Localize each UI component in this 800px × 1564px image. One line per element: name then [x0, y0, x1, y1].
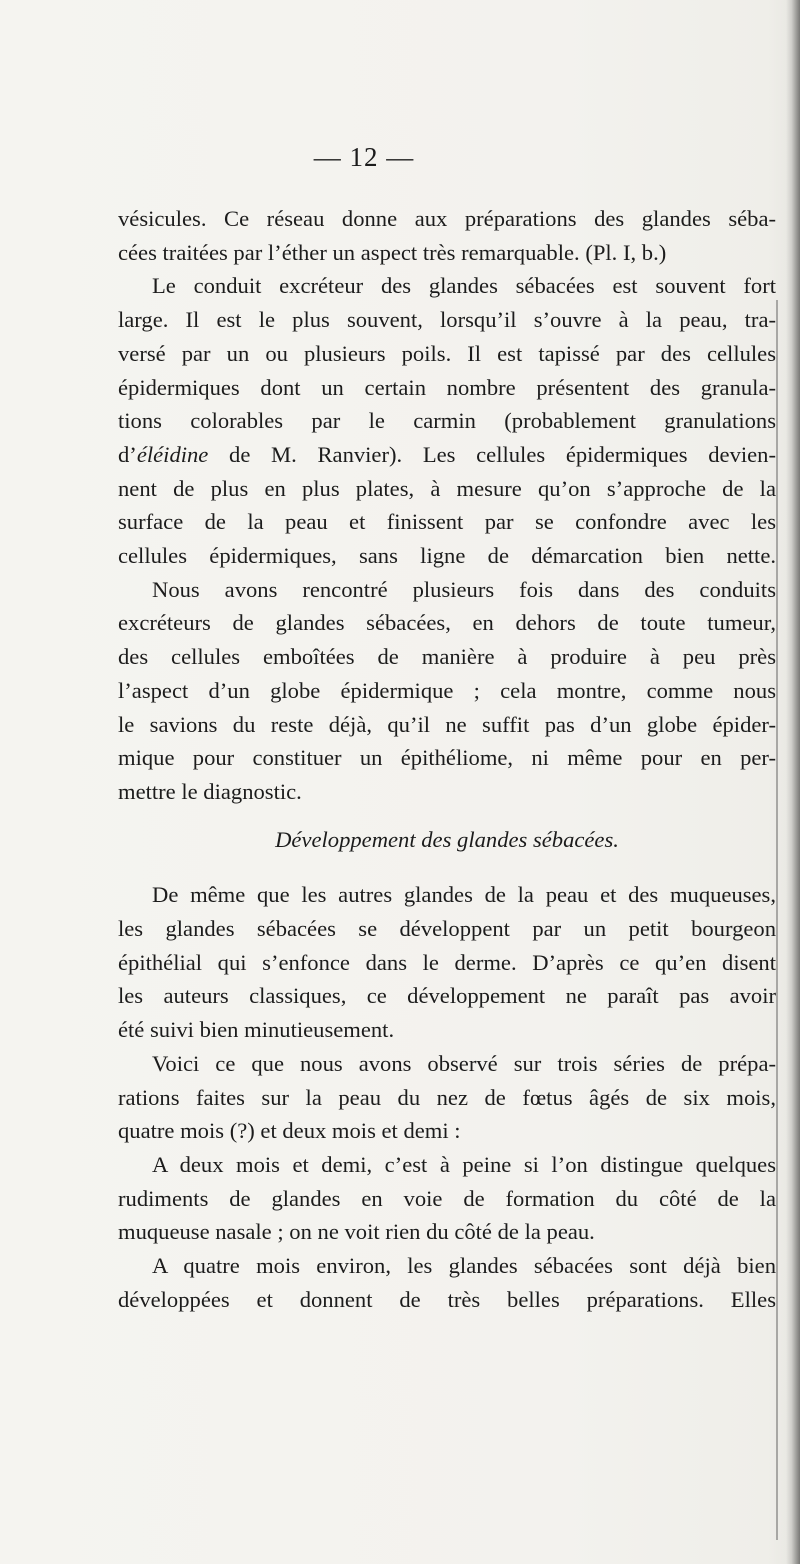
text-line: versé par un ou plusieurs poils. Il est tapissé par des cellules — [118, 340, 776, 366]
text-line: Nous avons rencontré plusieurs fois dans des conduits — [152, 576, 776, 602]
binding-shadow — [786, 0, 800, 1564]
text-line: cellules épidermiques, sans ligne de démarcation bien nette. — [118, 543, 776, 569]
text-line: des cellules emboîtées de manière à produire à peu près — [118, 644, 776, 670]
text-line: mique pour constituer un épithéliome, ni même pour en per- — [118, 745, 776, 771]
text-line-eleidine — [118, 438, 776, 472]
binding-line — [776, 300, 778, 1540]
text-line: les glandes sébacées se développent par un petit bourgeon — [118, 916, 776, 942]
text-line: surface de la peau et finissent par se confondre avec les — [118, 509, 776, 535]
text-line: Voici ce que nous avons observé sur trois séries de prépa- — [152, 1050, 776, 1076]
text-fragment: d’ — [118, 441, 137, 467]
text-line: épithélial qui s’enfonce dans le derme. D’après ce qu’en disent — [118, 949, 776, 975]
text-line: A quatre mois environ, les glandes sébacées sont déjà bien — [152, 1253, 776, 1279]
text-line: Le conduit excréteur des glandes sébacées est souvent fort — [152, 273, 776, 299]
text-line: les auteurs classiques, ce développement ne paraît pas avoir — [118, 983, 776, 1009]
text-line: épidermiques dont un certain nombre présentent des granula- — [118, 374, 776, 400]
text-fragment: de M. Ranvier). Les cellules épidermiques devien- — [208, 441, 776, 467]
text-line: été suivi bien minutieusement. — [118, 1017, 395, 1043]
section-heading: Développement des glandes sébacées. — [275, 826, 619, 852]
text-line: le savions du reste déjà, qu’il ne suffit pas d’un globe épider- — [118, 711, 776, 737]
text-line: De même que les autres glandes de la peau et des muqueuses, — [152, 882, 776, 908]
text-line: mettre le diagnostic. — [118, 778, 302, 804]
page-number: — 12 — — [313, 142, 415, 172]
body-text — [118, 202, 776, 1317]
text-line: développées et donnent de très belles préparations. Elles — [118, 1286, 776, 1312]
term-eleidine: éléidine — [136, 441, 209, 467]
text-line: large. Il est le plus souvent, lorsqu’il s’ouvre à la peau, tra- — [118, 307, 776, 333]
text-line: quatre mois (?) et deux mois et demi : — [118, 1118, 461, 1144]
text-line: excréteurs de glandes sébacées, en dehors de toute tumeur, — [118, 610, 776, 636]
text-line: rudiments de glandes en voie de formation du côté de la — [118, 1185, 776, 1211]
text-line: A deux mois et demi, c’est à peine si l’on distingue quelques — [152, 1151, 776, 1177]
text-line: nent de plus en plus plates, à mesure qu’on s’approche de la — [118, 475, 776, 501]
text-line: vésicules. Ce réseau donne aux préparations des glandes séba- — [118, 206, 776, 231]
text-line: tions colorables par le carmin (probablement granulations — [118, 408, 776, 434]
text-line: l’aspect d’un globe épidermique ; cela montre, comme nous — [118, 677, 776, 703]
text-line: muqueuse nasale ; on ne voit rien du côté de la peau. — [118, 1219, 595, 1245]
text-line: rations faites sur la peau du nez de fœtus âgés de six mois, — [118, 1084, 776, 1110]
text-line: cées traitées par l’éther un aspect très remarquable. (Pl. I, b.) — [118, 239, 667, 265]
